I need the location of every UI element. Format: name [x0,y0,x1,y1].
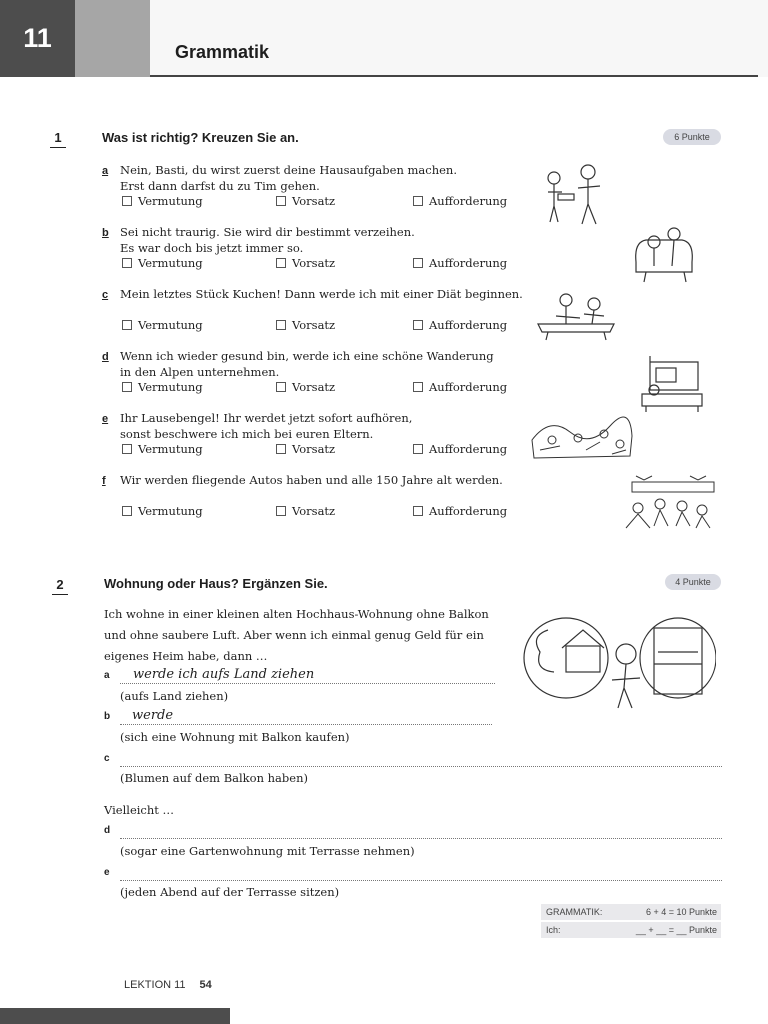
item-line: Sei nicht traurig. Sie wird dir bestimmt verzeihen. [120,225,415,239]
header-rule [150,75,758,77]
illustration-future [620,472,716,530]
item-line: sonst beschwere ich mich bei euren Eltern. [120,427,374,441]
option-label: Vermutung [138,380,203,394]
exercise-1-number: 1 [50,130,66,148]
hint-b: (sich eine Wohnung mit Balkon kaufen) [120,730,350,744]
score-value-self[interactable]: __ + __ = __ Punkte [635,925,717,935]
exercise-2-intro: Ich wohne in einer kleinen alten Hochhaus-Wohnung ohne Balkon und ohne saubere Luft. Aber wenn ich einmal genug Geld für ein eigenes Heim habe, dann … [104,607,489,663]
exercise-1-title: Was ist richtig? Kreuzen Sie an. [102,130,299,145]
item-text-a [120,162,530,194]
checkbox[interactable] [276,444,286,454]
answer-line-b[interactable] [120,710,492,725]
item-letter-f: f [102,475,106,487]
option-label: Vorsatz [292,194,336,208]
item-line: Es war doch bis jetzt immer so. [120,241,304,255]
item-line: Nein, Basti, du wirst zuerst deine Hausaufgaben machen. [120,163,457,177]
footer-lesson: LEKTION 11 [124,979,186,991]
answer-b: werde [132,708,174,723]
checkbox[interactable] [122,258,132,268]
option-label: Vorsatz [292,380,336,394]
option-vorsatz-f[interactable] [276,503,335,519]
item-text-c [120,286,530,302]
illustration-dream-homes [520,612,716,714]
checkbox[interactable] [122,444,132,454]
footer [124,979,212,991]
ex2-letter-c: c [104,753,110,764]
checkbox[interactable] [122,320,132,330]
item-letter-e: e [102,413,109,425]
item-text-d [120,348,530,380]
option-label: Vermutung [138,504,203,518]
illustration-sickbed [638,350,706,414]
item-line: Erst dann darfst du zu Tim gehen. [120,179,320,193]
item-line: Mein letztes Stück Kuchen! Dann werde ich mit einer Diät beginnen. [120,287,523,301]
item-line: Ihr Lausebengel! Ihr werdet jetzt sofort aufhören, [120,411,413,425]
option-label: Aufforderung [429,194,508,208]
checkbox[interactable] [122,382,132,392]
checkbox[interactable] [276,506,286,516]
option-label: Vermutung [138,194,203,208]
ex2-letter-b: b [104,711,111,722]
hint-d: (sogar eine Gartenwohnung mit Terrasse nehmen) [120,844,415,858]
checkbox[interactable] [122,196,132,206]
checkbox[interactable] [413,444,423,454]
answer-line-d[interactable] [120,824,722,839]
option-aufforderung-b[interactable] [413,255,507,271]
option-aufforderung-c[interactable] [413,317,507,333]
option-vorsatz-b[interactable] [276,255,335,271]
checkbox[interactable] [276,320,286,330]
option-label: Vorsatz [292,442,336,456]
hint-e: (jeden Abend auf der Terrasse sitzen) [120,885,340,899]
checkbox[interactable] [276,258,286,268]
checkbox[interactable] [276,196,286,206]
item-text-b [120,224,530,256]
score-value-total: 6 + 4 = 10 Punkte [645,907,717,917]
option-label: Aufforderung [429,380,508,394]
checkbox[interactable] [413,506,423,516]
option-vermutung-f[interactable] [122,503,203,519]
page-title: Grammatik [175,42,270,62]
checkbox[interactable] [413,258,423,268]
option-aufforderung-d[interactable] [413,379,507,395]
checkbox[interactable] [413,320,423,330]
option-vermutung-b[interactable] [122,255,203,271]
option-label: Aufforderung [429,442,508,456]
option-label: Vorsatz [292,504,336,518]
answer-a: werde ich aufs Land ziehen [133,667,315,682]
item-text-f [120,472,530,488]
option-aufforderung-e[interactable] [413,441,507,457]
option-label: Vermutung [138,318,203,332]
item-line: Wir werden fliegende Autos haben und alle 150 Jahre alt werden. [120,473,503,487]
item-line: Wenn ich wieder gesund bin, werde ich eine schöne Wanderung [120,349,494,363]
illustration-cake [536,288,616,342]
option-label: Aufforderung [429,256,508,270]
answer-line-e[interactable] [120,866,722,881]
item-text-e [120,410,530,442]
option-label: Vermutung [138,442,203,456]
option-vermutung-c[interactable] [122,317,203,333]
checkbox[interactable] [413,196,423,206]
score-label-grammatik: GRAMMATIK: [546,907,603,917]
chapter-tab [75,0,150,77]
option-vorsatz-d[interactable] [276,379,335,395]
option-vermutung-e[interactable] [122,441,203,457]
ex2-letter-e: e [104,867,110,878]
score-row-self [541,922,721,938]
item-letter-d: d [102,351,109,363]
item-line: in den Alpen unternehmen. [120,365,280,379]
item-letter-b: b [102,227,109,239]
option-vorsatz-c[interactable] [276,317,335,333]
option-label: Aufforderung [429,504,508,518]
checkbox[interactable] [122,506,132,516]
option-label: Aufforderung [429,318,508,332]
exercise-2-title: Wohnung oder Haus? Ergänzen Sie. [104,576,328,591]
ex2-letter-d: d [104,825,111,836]
hint-a: (aufs Land ziehen) [120,689,229,703]
exercise-1-points: 6 Punkte [663,129,721,145]
page-number: 54 [199,979,212,991]
option-label: Vorsatz [292,318,336,332]
ex2-letter-a: a [104,670,110,681]
item-letter-c: c [102,289,109,301]
illustration-rascals [530,410,634,462]
exercise-2-points: 4 Punkte [665,574,721,590]
illustration-comforting [632,222,698,284]
option-aufforderung-f[interactable] [413,503,507,519]
exercise-2-number: 2 [52,577,68,595]
checkbox[interactable] [413,382,423,392]
option-vermutung-a[interactable] [122,193,203,209]
hint-c: (Blumen auf dem Balkon haben) [120,771,308,785]
option-vorsatz-a[interactable] [276,193,335,209]
option-vermutung-d[interactable] [122,379,203,395]
score-label-ich: Ich: [546,925,561,935]
answer-line-c[interactable] [120,752,722,767]
option-vorsatz-e[interactable] [276,441,335,457]
item-letter-a: a [102,165,109,177]
score-row-total [541,904,721,920]
illustration-parent-child [540,162,610,226]
chapter-number: 11 [0,0,75,77]
option-aufforderung-a[interactable] [413,193,507,209]
option-label: Vorsatz [292,256,336,270]
footer-bar [0,1008,230,1024]
option-label: Vermutung [138,256,203,270]
vielleicht-label: Vielleicht … [104,803,175,817]
checkbox[interactable] [276,382,286,392]
